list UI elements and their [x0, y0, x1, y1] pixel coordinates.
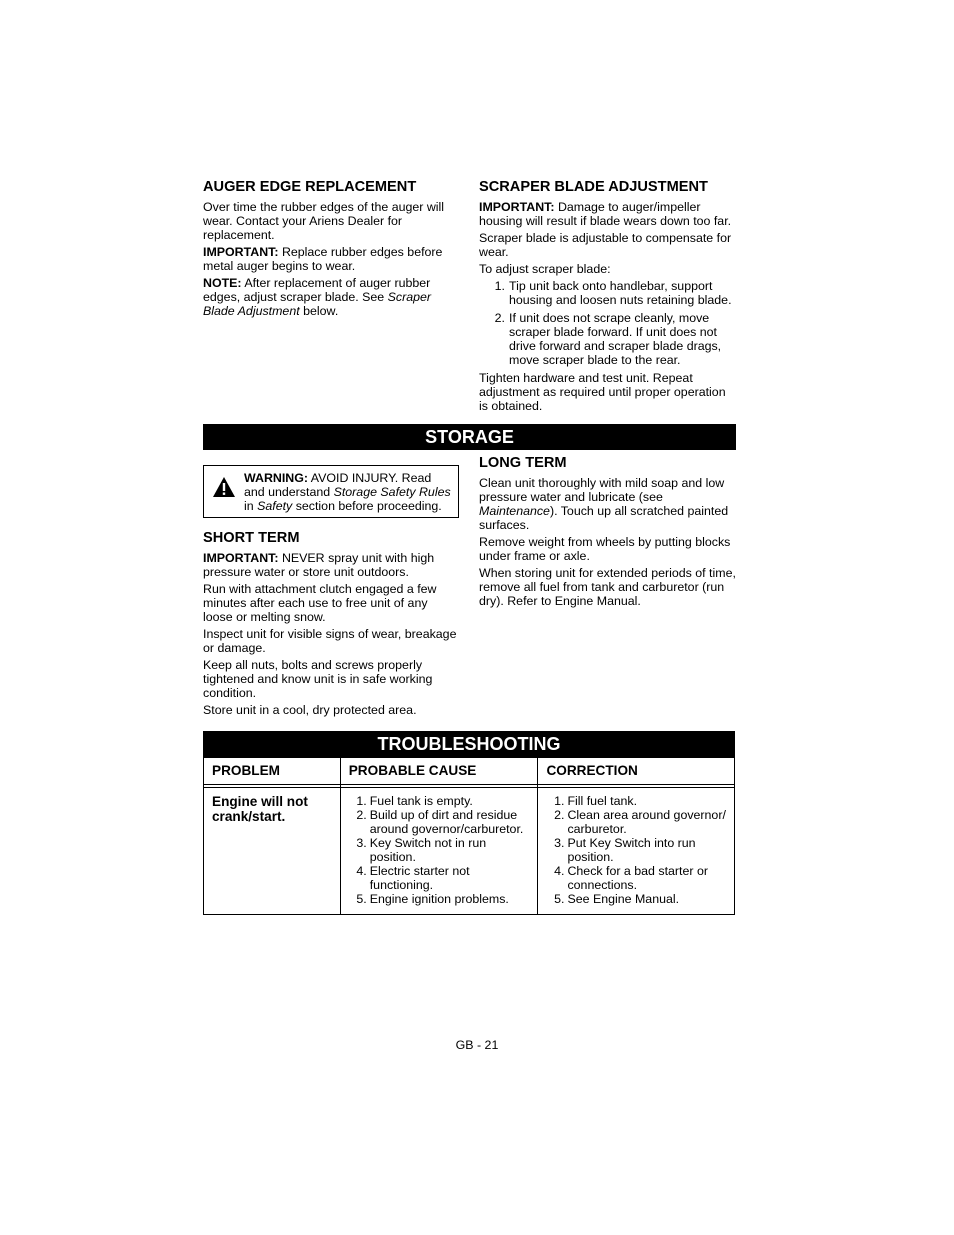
list-item: 2. If unit does not scrape cleanly, move scraper blade forward. If unit does not drive forward and scraper blade drags, move scraper blade to the rear.: [494, 311, 722, 367]
scraper-p3: To adjust scraper blade:: [479, 262, 611, 276]
list-item: 1. Tip unit back onto handlebar, support housing and loosen nuts retaining blade.: [494, 279, 732, 307]
troubleshooting-table: [203, 757, 735, 915]
list-item: 1. Fuel tank is empty.: [356, 794, 473, 808]
cause-cell: [340, 788, 538, 915]
scraper-steps: [479, 279, 736, 367]
auger-p1: Over time the rubber edges of the auger will wear. Contact your Ariens Dealer for replacement.: [203, 200, 445, 242]
list-item: 1. Fill fuel tank.: [554, 794, 638, 808]
short-p2: Run with attachment clutch engaged a few minutes after each use to free unit of any loose or melting snow.: [203, 582, 437, 624]
table-header-row: [204, 758, 735, 785]
correction-list: [546, 794, 726, 906]
short-p1: IMPORTANT: NEVER spray unit with high pressure water or store unit outdoors.: [203, 551, 435, 579]
warning-box: [203, 465, 459, 518]
auger-p2: IMPORTANT: Replace rubber edges before metal auger begins to wear.: [203, 245, 443, 273]
short-term-heading: SHORT TERM: [203, 530, 300, 546]
long-term-heading: LONG TERM: [479, 455, 567, 471]
warning-text: WARNING: AVOID INJURY. Read and understand Storage Safety Rules in Safety section before proceeding.: [244, 471, 451, 513]
header-problem: PROBLEM: [204, 758, 341, 785]
auger-section: [203, 179, 455, 321]
scraper-p4: Tighten hardware and test unit. Repeat adjustment as required until proper operation is obtained.: [479, 371, 726, 413]
long-p1: Clean unit thoroughly with mild soap and low pressure water and lubricate (see Maintenance). Touch up all scratched painted surfaces.: [479, 476, 729, 532]
correction-cell: [538, 788, 735, 915]
short-p4: Keep all nuts, bolts and screws properly tightened and know unit is in safe working condition.: [203, 658, 433, 700]
problem-cell: Engine will not crank/start.: [204, 788, 341, 915]
scraper-p1: IMPORTANT: Damage to auger/impeller housing will result if blade wears down too far.: [479, 200, 732, 228]
list-item: 4. Check for a bad starter or connections.: [554, 864, 708, 892]
cause-list: [349, 794, 530, 906]
scraper-p2: Scraper blade is adjustable to compensate for wear.: [479, 231, 732, 259]
table-row: [204, 788, 735, 915]
storage-title-bar: STORAGE: [203, 424, 736, 450]
list-item: 2. Clean area around governor/ carburetor.: [554, 808, 726, 836]
list-item: 3. Put Key Switch into run position.: [554, 836, 696, 864]
long-p2: Remove weight from wheels by putting blocks under frame or axle.: [479, 535, 731, 563]
header-correction: CORRECTION: [538, 758, 735, 785]
auger-heading: AUGER EDGE REPLACEMENT: [203, 179, 417, 195]
short-p3: Inspect unit for visible signs of wear, breakage or damage.: [203, 627, 457, 655]
troubleshooting-title-bar: TROUBLESHOOTING: [203, 731, 735, 757]
page-number: GB - 21: [455, 1038, 499, 1052]
header-cause: PROBABLE CAUSE: [340, 758, 538, 785]
list-item: 2. Build up of dirt and residue around governor/carburetor.: [356, 808, 524, 836]
list-item: 5. See Engine Manual.: [554, 892, 680, 906]
list-item: 5. Engine ignition problems.: [356, 892, 509, 906]
long-p3: When storing unit for extended periods of time, remove all fuel from tank and carburetor (run dry). Refer to Engine Manual.: [479, 566, 736, 608]
warning-triangle-icon: [212, 476, 236, 498]
scraper-heading: SCRAPER BLADE ADJUSTMENT: [479, 179, 708, 195]
short-p5: Store unit in a cool, dry protected area.: [203, 703, 417, 717]
short-term-section: [203, 530, 459, 720]
long-term-section: [479, 455, 736, 611]
list-item: 3. Key Switch not in run position.: [356, 836, 487, 864]
scraper-section: [479, 179, 736, 416]
auger-p3: NOTE: After replacement of auger rubber edges, adjust scraper blade. See Scraper Blade Adjustment below.: [203, 276, 432, 318]
list-item: 4. Electric starter not functioning.: [356, 864, 470, 892]
